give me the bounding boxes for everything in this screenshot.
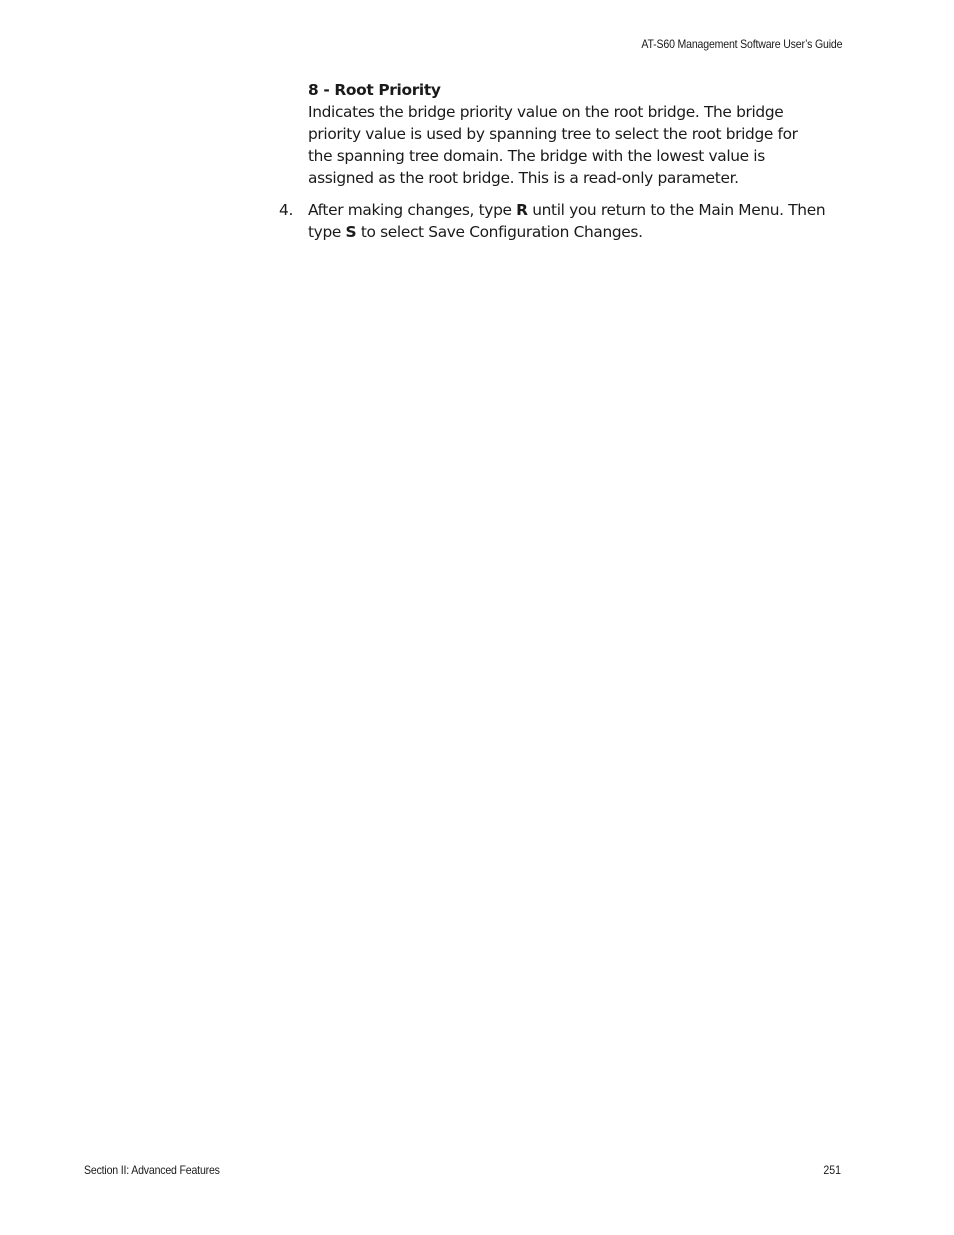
step-text-part: After making changes, type [308,201,517,219]
parameter-description: Indicates the bridge priority value on the root bridge. The bridge priority value is used by spanning tree to select the root bridge for the spanning tree domain. The bridge with the lowest value is assigned as the root bridge. This is a read-only parameter. [308,103,798,187]
key-s: S [345,223,357,241]
procedure-step [279,199,848,243]
running-header: AT-S60 Management Software User’s Guide [641,37,842,51]
page-content [279,79,848,243]
step-number: 4. [279,201,293,219]
step-text-part: until you return to the Main Menu. Then type [308,201,826,241]
footer-page-number: 251 [823,1163,841,1177]
parameter-title: 8 - Root Priority [308,81,441,99]
step-text-part: to select Save Configuration Changes. [356,223,643,241]
footer-section-title: Section II: Advanced Features [84,1163,220,1177]
step-text [308,199,848,243]
key-r: R [516,201,528,219]
